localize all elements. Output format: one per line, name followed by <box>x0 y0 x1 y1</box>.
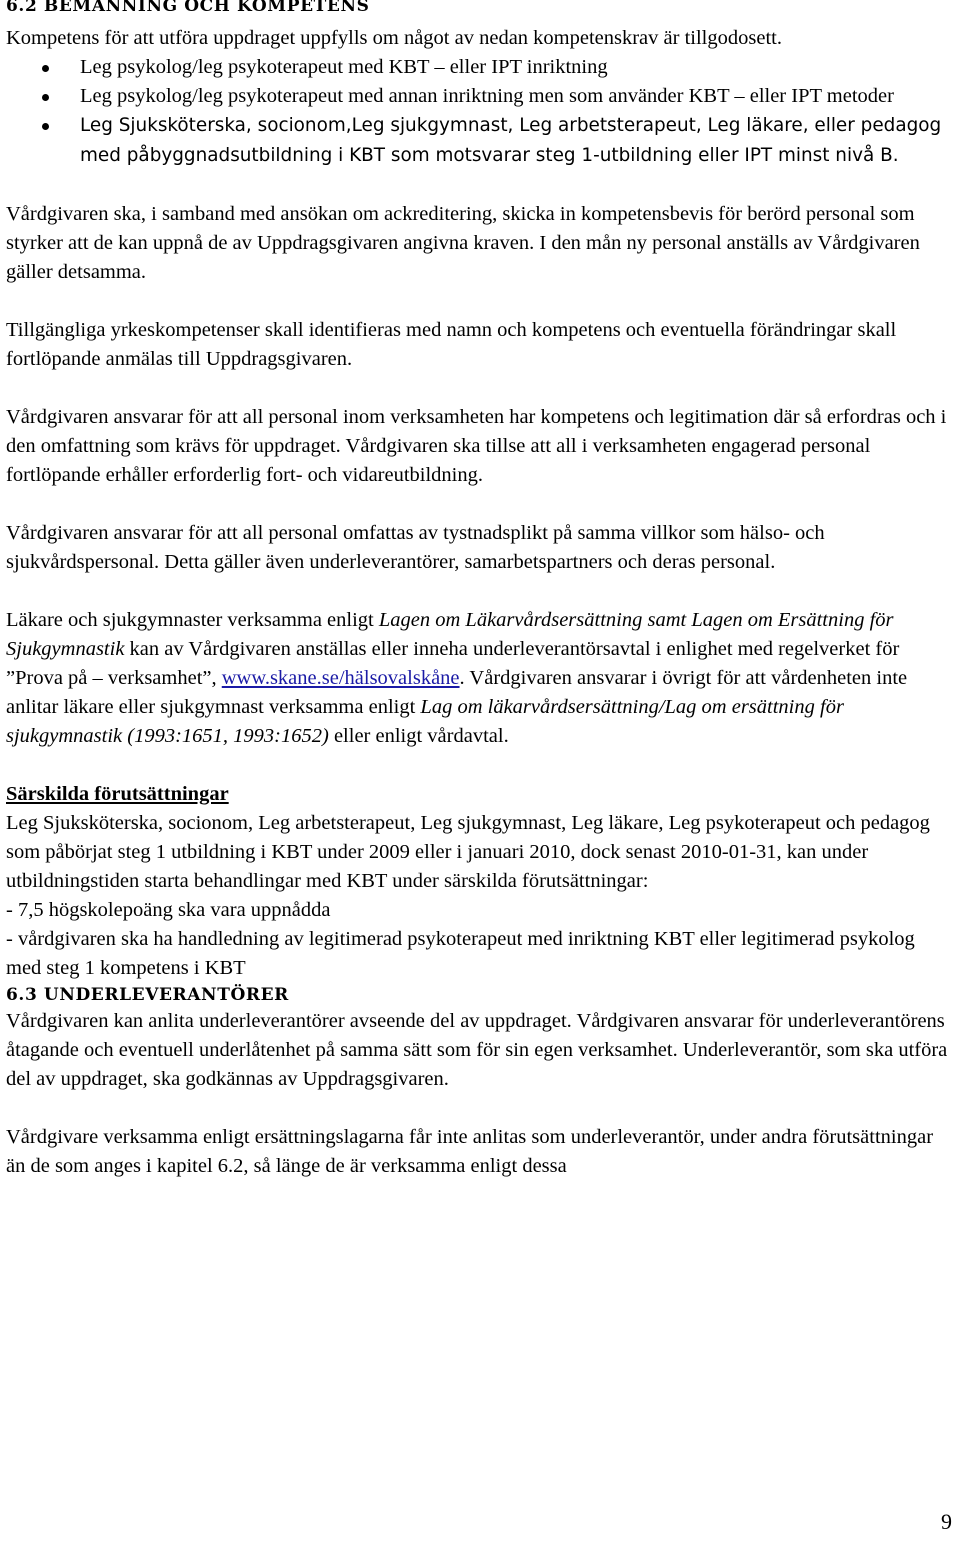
bullet-icon <box>42 123 49 130</box>
list-item <box>6 53 954 82</box>
section-heading-6-2: 6.2 BEMANNING OCH KOMPETENS <box>6 0 370 16</box>
requirement-line: - vårdgivaren ska ha handledning av legitimerad psykoterapeut med inriktning KBT eller legitimerad psykolog med steg 1 kompetens i KBT <box>6 928 915 979</box>
bullet-icon <box>42 65 49 72</box>
text-run: . Vårdgivaren ansvarar i övrigt för att vårdenheten inte anlitar läkare eller sjukgymnast verksamma enligt <box>6 667 908 718</box>
list-item <box>6 82 954 111</box>
paragraph-law <box>6 606 954 751</box>
paragraph: Vårdgivare verksamma enligt ersättningslagarna får inte anlitas som underleverantör, under andra förutsättningar än de som anges i kapitel 6.2, så länge de är verksamma enligt dessa <box>6 1126 934 1177</box>
section-heading-6-3: 6.3 UNDERLEVERANTÖRER <box>6 985 289 1005</box>
paragraph: Tillgängliga yrkeskompetenser skall identifieras med namn och kompetens och eventuella förändringar skall fortlöpande anmälas till Uppdragsgivaren. <box>6 319 897 370</box>
paragraph: Vårdgivaren ansvarar för att all personal inom verksamheten har kompetens och legitimation där så erfordras och i den omfattning som krävs för uppdraget. Vårdgivaren ska tillse att all i verksamheten engagerad personal fortlöpande erhåller erforderlig fort- och vidareutbildning. <box>6 406 947 486</box>
paragraph: Vårdgivaren ansvarar för att all personal omfattas av tystnadsplikt på samma villkor som hälso- och sjukvårdspersonal. Detta gäller även underleverantörer, samarbetspartners och deras personal. <box>6 522 825 573</box>
competence-list <box>6 53 954 171</box>
bullet-icon <box>42 94 49 101</box>
paragraph: Leg Sjuksköterska, socionom, Leg arbetsterapeut, Leg sjukgymnast, Leg läkare, Leg psykoterapeut och pedagog som påbörjat steg 1 utbildning i KBT under 2009 eller i januari 2010, dock senast 2010-01-31, kan under utbildningstiden starta behandlingar med KBT under särskilda förutsättningar: <box>6 812 930 892</box>
paragraph: Vårdgivaren kan anlita underleverantörer avseende del av uppdraget. Vårdgivaren ansvarar för underleverantörens åtagande och eventuell underlåtenhet på samma sätt som för sin egen verksamhet. Underleverantör, som ska utföra del av uppdraget, ska godkännas av Uppdragsgivaren. <box>6 1010 948 1090</box>
list-item <box>6 111 954 171</box>
intro-paragraph: Kompetens för att utföra uppdraget uppfylls om något av nedan kompetenskrav är tillgodosett. <box>6 27 782 49</box>
list-item-text: Leg psykolog/leg psykoterapeut med KBT – eller IPT inriktning <box>80 56 608 78</box>
document-page <box>6 0 954 1181</box>
law-title: Lagen om Läkarvårdsersättning samt Lagen om Ersättning för Sjukgymnastik <box>6 609 894 660</box>
skane-link[interactable]: www.skane.se/hälsovalskåne <box>221 667 460 689</box>
subheading-special: Särskilda förutsättningar <box>6 783 229 805</box>
law-title: Lag om läkarvårdsersättning/Lag om ersättning för sjukgymnastik (1993:1651, 1993:1652) <box>6 696 844 747</box>
text-run: eller enligt vårdavtal. <box>328 725 509 747</box>
page-number: 9 <box>941 1509 952 1534</box>
list-item-text: Leg Sjuksköterska, socionom,Leg sjukgymnast, Leg arbetsterapeut, Leg läkare, eller pedagog med påbyggnadsutbildning i KBT som motsvarar steg 1-utbildning eller IPT minst nivå B. <box>80 115 942 166</box>
requirement-line: - 7,5 högskolepoäng ska vara uppnådda <box>6 899 331 921</box>
list-item-text: Leg psykolog/leg psykoterapeut med annan inriktning men som använder KBT – eller IPT metoder <box>80 85 894 107</box>
text-run: kan av Vårdgivaren anställas eller inneha underleverantörsavtal i enlighet med regelverket för ”Prova på – verksamhet”, <box>6 638 900 689</box>
paragraph: Vårdgivaren ska, i samband med ansökan om ackreditering, skicka in kompetensbevis för berörd personal som styrker att de kan uppnå de av Uppdragsgivaren angivna kraven. I den mån ny personal anställs av Vårdgivaren gäller detsamma. <box>6 203 920 283</box>
text-run: Läkare och sjukgymnaster verksamma enligt <box>6 609 379 631</box>
